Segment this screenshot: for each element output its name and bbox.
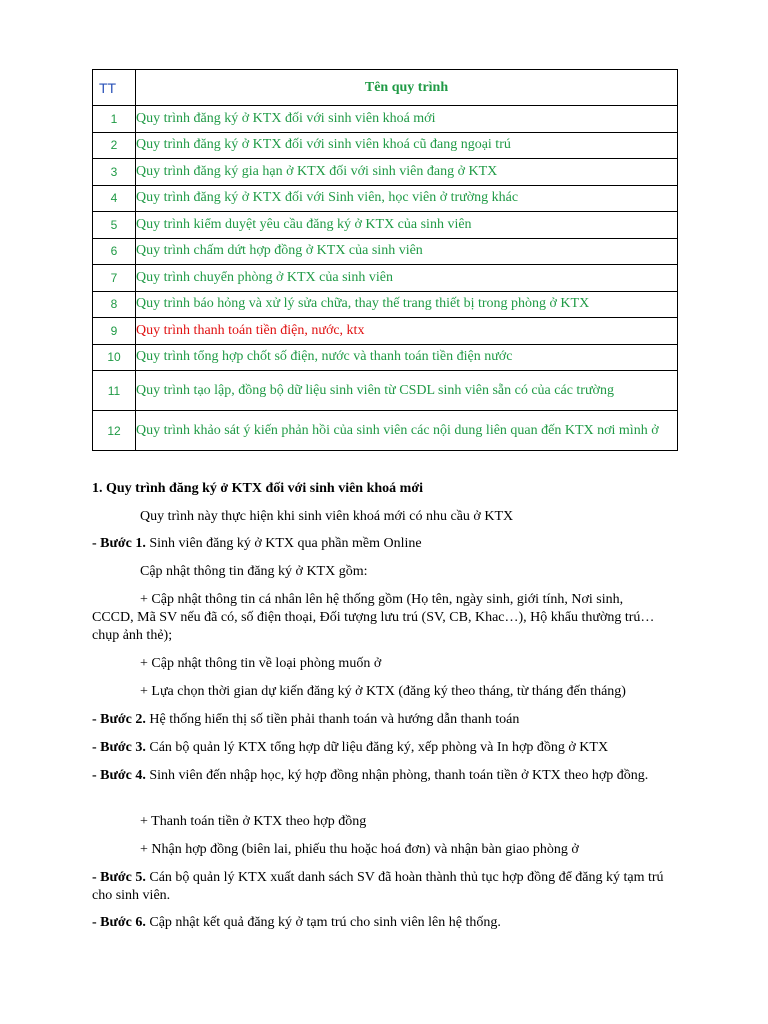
table-row [93,212,678,239]
step-label: - Bước 5. [92,870,146,885]
row-number: 5 [93,212,136,239]
step-5 [92,869,684,905]
step-1-bullet-time: + Lựa chọn thời gian dự kiến đăng ký ở KTX (đăng ký theo tháng, từ tháng đến tháng) [140,684,626,699]
step-4-bullet-payment: + Thanh toán tiền ở KTX theo hợp đồng [140,814,367,829]
step-text: Cán bộ quản lý KTX tổng hợp dữ liệu đăng ký, xếp phòng và In hợp đồng ở KTX [145,740,609,755]
table-row [93,411,678,451]
step-1-subheading: Cập nhật thông tin đăng ký ở KTX gồm: [140,564,368,579]
row-process-name: Quy trình đăng ký ở KTX đối với sinh viên khoá mới [136,106,678,133]
step-1 [92,535,684,553]
table-row [93,344,678,371]
process-table [92,69,678,451]
bullet-first-line: + Cập nhật thông tin cá nhân lên hệ thống gồm (Họ tên, ngày sinh, giới tính, Nơi sinh, [140,592,624,607]
step-4 [92,767,684,785]
row-process-name-highlighted: Quy trình thanh toán tiền điện, nước, ktx [136,318,678,345]
row-process-name: Quy trình đăng ký ở KTX đối với sinh viên khoá cũ đang ngoại trú [136,132,678,159]
row-process-name: Quy trình chuyển phòng ở KTX của sinh viên [136,265,678,292]
step-label: - Bước 6. [92,915,146,930]
table-row [93,291,678,318]
table-header-row [93,70,678,106]
row-process-name: Quy trình báo hỏng và xử lý sửa chữa, thay thế trang thiết bị trong phòng ở KTX [136,291,678,318]
row-number: 8 [93,291,136,318]
row-number: 4 [93,185,136,212]
row-process-name: Quy trình tạo lập, đồng bộ dữ liệu sinh viên từ CSDL sinh viên sẵn có của các trường [136,371,678,411]
row-number: 9 [93,318,136,345]
step-text: Sinh viên đăng ký ở KTX qua phần mềm Online [145,536,422,551]
row-number: 2 [93,132,136,159]
row-number: 12 [93,411,136,451]
step-text: Cập nhật kết quả đăng ký ở tạm trú cho sinh viên lên hệ thống. [145,915,501,930]
row-number: 6 [93,238,136,265]
row-process-name: Quy trình đăng ký ở KTX đối với Sinh viên, học viên ở trường khác [136,185,678,212]
table-row [93,238,678,265]
row-number: 7 [93,265,136,292]
row-process-name: Quy trình khảo sát ý kiến phản hồi của sinh viên các nội dung liên quan đến KTX nơi mình ở [136,411,678,451]
step-label: - Bước 1. [92,536,146,551]
step-label: - Bước 2. [92,712,146,727]
row-number: 1 [93,106,136,133]
step-1-bullet-room-type: + Cập nhật thông tin về loại phòng muốn ở [140,656,382,671]
table-row [93,106,678,133]
step-2 [92,711,684,729]
table-row [93,159,678,186]
step-text: Sinh viên đến nhập học, ký hợp đồng nhận phòng, thanh toán tiền ở KTX theo hợp đồng. [145,768,649,783]
step-label: - Bước 3. [92,740,146,755]
bullet-continuation: CCCD, Mã SV nếu đã có, số điện thoại, Đối tượng lưu trú (SV, CB, Khac…), Hộ khẩu thường trú… chụp ảnh thẻ); [92,610,655,643]
step-text: Hệ thống hiển thị số tiền phải thanh toán và hướng dẫn thanh toán [145,712,520,727]
row-process-name: Quy trình tổng hợp chốt số điện, nước và thanh toán tiền điện nước [136,344,678,371]
row-process-name: Quy trình đăng ký gia hạn ở KTX đối với sinh viên đang ở KTX [136,159,678,186]
table-row [93,265,678,292]
row-number: 3 [93,159,136,186]
step-6 [92,914,684,932]
table-row [93,132,678,159]
step-text: Cán bộ quản lý KTX xuất danh sách SV đã hoàn thành thủ tục hợp đồng để đăng ký tạm trú cho sinh viên. [92,870,664,903]
table-row [93,318,678,345]
step-1-bullet-personal-info [92,591,684,645]
step-4-bullet-handover: + Nhận hợp đồng (biên lai, phiếu thu hoặc hoá đơn) và nhận bàn giao phòng ở [140,842,579,857]
step-label: - Bước 4. [92,768,146,783]
row-process-name: Quy trình kiểm duyệt yêu cầu đăng ký ở KTX của sinh viên [136,212,678,239]
header-process-name: Tên quy trình [136,70,678,106]
row-number: 11 [93,371,136,411]
header-tt: TT [93,70,136,106]
row-process-name: Quy trình chấm dứt hợp đồng ở KTX của sinh viên [136,238,678,265]
section-intro: Quy trình này thực hiện khi sinh viên khoá mới có nhu cầu ở KTX [140,509,514,524]
table-row [93,371,678,411]
step-3 [92,739,684,757]
table-row [93,185,678,212]
row-number: 10 [93,344,136,371]
section-heading: 1. Quy trình đăng ký ở KTX đối với sinh viên khoá mới [92,481,423,496]
